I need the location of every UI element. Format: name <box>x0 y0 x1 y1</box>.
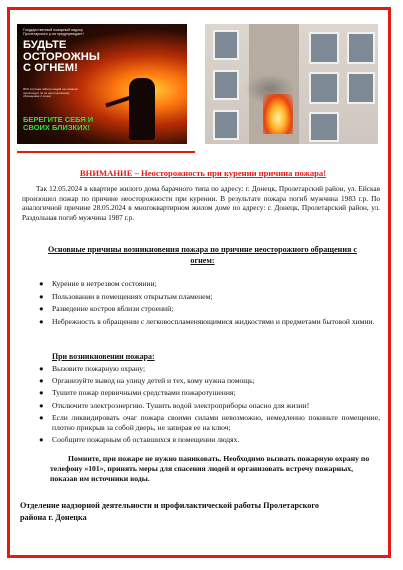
list-item <box>38 317 380 327</box>
bullet-icon: ● <box>39 279 44 288</box>
list-item <box>38 401 380 411</box>
bullet-icon: ● <box>39 291 44 301</box>
action-text: Сообщите пожарным об оставшихся в помещении людях. <box>52 435 240 445</box>
action-text: Отключите электроэнергию. Тушить водой электроприборы опасно для жизни! <box>52 400 310 410</box>
window-image <box>309 112 339 142</box>
reminder-paragraph: Помните, при пожаре не нужно паниковать. Необходимо вызвать пожарную охрану по телефону «101», принять меры для спасения людей и организовать встречу пожарных, показав им источники воды. <box>50 454 370 484</box>
window-image <box>309 32 339 64</box>
fire-safety-poster <box>17 24 187 144</box>
window-image <box>347 72 375 104</box>
bullet-icon: ● <box>39 400 44 410</box>
burning-building-photo <box>205 24 378 144</box>
list-item <box>38 292 380 302</box>
causes-list <box>38 279 380 329</box>
bullet-icon: ● <box>39 304 44 314</box>
actions-list <box>38 364 380 447</box>
list-item <box>38 279 380 289</box>
bullet-icon: ● <box>39 412 44 422</box>
bullet-icon: ● <box>39 376 44 386</box>
action-text: Организуйте вывод на улицу детей и тех, кому нужна помощь; <box>52 376 255 386</box>
causes-heading: Основные причины возникновения пожара по причине неосторожного обращения с огнем: <box>48 245 357 265</box>
cause-text: Разведение костров вблизи строений; <box>52 304 174 314</box>
cause-text: Пользовании в помещениях открытым пламенем; <box>52 291 213 301</box>
cause-text: Курение в нетрезвом состоянии; <box>52 279 157 288</box>
red-divider <box>17 151 195 153</box>
action-text: Вызовите пожарную охрану; <box>52 364 146 373</box>
window-image <box>213 70 239 100</box>
cause-text: Небрежность в обращении с легковоспламеняющимися жидкостями и предметами бытовой химии. <box>52 316 375 326</box>
list-item <box>38 413 380 433</box>
action-text: Тушите пожар первичными средствами пожаротушения; <box>52 388 236 398</box>
incident-paragraph: Так 12.05.2024 в квартире жилого дома барачного типа по адресу: г. Донецк, Пролетарский район, ул. Ейская произошел пожар по причине неосторожности при курении. В результате пожара погиб мужчина 1983 г.р. По аналогичной причине 28.05.2024 в многоквартирном жилом доме по адресу: г. Донецк, Пролетарский район, ул. Раздольная погиб мужчина 1987 г.р. <box>22 184 380 222</box>
poster-cta: БЕРЕГИТЕ СЕБЯ И СВОИХ БЛИЗКИХ! <box>23 115 94 132</box>
list-item <box>38 435 380 445</box>
warning-title: ВНИМАНИЕ – Неосторожность при курении причина пожара! <box>79 168 327 178</box>
bullet-icon: ● <box>39 435 44 445</box>
poster-headline: БУДЬТЕ ОСТОРОЖНЫ С ОГНЕМ! <box>23 39 100 74</box>
issuer-signature: Отделение надзорной деятельности и профилактической работы Пролетарского района г. Донецка <box>20 501 319 522</box>
list-item <box>38 364 380 374</box>
list-item <box>38 304 380 314</box>
actions-heading: При возникновении пожара: <box>52 352 155 361</box>
poster-note: 90% случаев гибели людей на пожарах происходит по их неосторожному обращению с огнем <box>23 87 78 99</box>
list-item <box>38 376 380 386</box>
flame-image <box>263 94 293 134</box>
window-image <box>347 32 375 64</box>
list-item <box>38 388 380 398</box>
window-image <box>309 72 339 104</box>
bullet-icon: ● <box>39 388 44 398</box>
poster-small-text: Государственный пожарный надзор Пролетарского р-на предупреждает! <box>23 28 84 37</box>
firefighter-silhouette <box>129 78 155 140</box>
window-image <box>213 30 239 60</box>
action-text: Если ликвидировать очаг пожара своими силами невозможно, немедленно покиньте помещение, плотно прикрыв за собой дверь, не запирая ее на ключ; <box>52 412 380 433</box>
bullet-icon: ● <box>39 364 44 373</box>
window-image <box>213 110 239 140</box>
bullet-icon: ● <box>39 316 44 326</box>
